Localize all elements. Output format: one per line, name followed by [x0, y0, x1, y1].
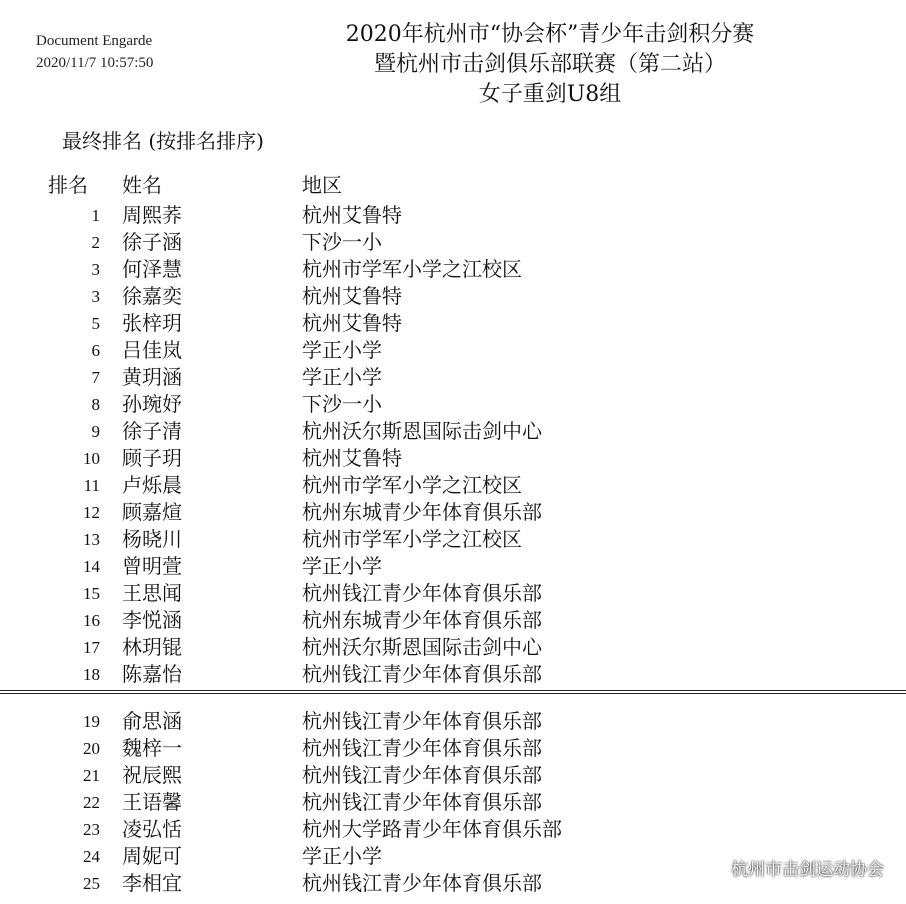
region-cell: 学正小学 [302, 338, 382, 362]
region-cell: 杭州钱江青少年体育俱乐部 [302, 581, 542, 605]
rank-cell: 16 [83, 611, 100, 630]
table-row [0, 580, 906, 607]
region-cell: 杭州市学军小学之江校区 [302, 527, 522, 551]
region-cell: 杭州沃尔斯恩国际击剑中心 [302, 419, 542, 443]
region-cell: 杭州钱江青少年体育俱乐部 [302, 763, 542, 787]
region-cell: 杭州沃尔斯恩国际击剑中心 [302, 635, 542, 659]
table-row [0, 526, 906, 553]
table-row [0, 337, 906, 364]
rank-cell: 23 [83, 820, 100, 839]
name-cell: 李相宜 [122, 871, 182, 895]
watermark-text: 杭州市击剑运动协会 [731, 860, 884, 880]
region-cell: 杭州艾鲁特 [302, 446, 402, 470]
name-cell: 张梓玥 [122, 311, 182, 335]
table-row [0, 708, 906, 735]
region-cell: 杭州艾鲁特 [302, 203, 402, 227]
table-row [0, 789, 906, 816]
name-cell: 俞思涵 [122, 709, 182, 733]
region-cell: 杭州东城青少年体育俱乐部 [302, 608, 542, 632]
name-cell: 李悦涵 [122, 608, 182, 632]
name-cell: 顾子玥 [122, 446, 182, 470]
name-cell: 林玥锟 [122, 635, 182, 659]
region-cell: 杭州市学军小学之江校区 [302, 473, 522, 497]
name-cell: 黄玥涵 [122, 365, 182, 389]
table-row [0, 472, 906, 499]
qualification-divider [0, 690, 906, 694]
name-cell: 曾明萱 [122, 554, 182, 578]
rank-cell: 3 [91, 287, 100, 306]
generated-datetime: 2020/11/7 10:57:50 [36, 55, 154, 71]
region-cell: 杭州钱江青少年体育俱乐部 [302, 736, 542, 760]
table-row [0, 634, 906, 661]
table-row [0, 607, 906, 634]
region-cell: 杭州钱江青少年体育俱乐部 [302, 709, 542, 733]
wechat-icon [705, 860, 725, 876]
region-cell: 学正小学 [302, 365, 382, 389]
table-row [0, 661, 906, 688]
table-row [0, 816, 906, 843]
rank-cell: 10 [83, 449, 100, 468]
region-cell: 下沙一小 [302, 230, 382, 254]
rank-cell: 9 [91, 422, 100, 441]
software-name: Document Engarde [36, 33, 153, 49]
region-cell: 杭州艾鲁特 [302, 284, 402, 308]
region-cell: 杭州钱江青少年体育俱乐部 [302, 662, 542, 686]
name-cell: 徐嘉奕 [122, 284, 182, 308]
region-cell: 学正小学 [302, 844, 382, 868]
name-cell: 陈嘉怡 [122, 662, 182, 686]
region-cell: 杭州大学路青少年体育俱乐部 [302, 817, 562, 841]
column-header-name: 姓名 [122, 173, 162, 197]
table-row [0, 445, 906, 472]
rank-cell: 11 [83, 476, 100, 495]
table-row [0, 499, 906, 526]
table-row [0, 735, 906, 762]
table-row [0, 553, 906, 580]
table-row [0, 364, 906, 391]
table-row [0, 256, 906, 283]
name-cell: 徐子清 [122, 419, 182, 443]
rank-cell: 14 [83, 557, 100, 576]
rank-cell: 22 [83, 793, 100, 812]
title-line-3: 女子重剑U8组 [478, 82, 622, 107]
region-cell: 杭州艾鲁特 [302, 311, 402, 335]
rank-cell: 1 [91, 206, 100, 225]
region-cell: 杭州市学军小学之江校区 [302, 257, 522, 281]
title-line-1: 2020年杭州市“协会杯”青少年击剑积分赛 [345, 22, 755, 47]
rank-cell: 5 [91, 314, 100, 333]
rank-cell: 3 [91, 260, 100, 279]
rank-cell: 21 [83, 766, 100, 785]
region-cell: 杭州钱江青少年体育俱乐部 [302, 790, 542, 814]
table-row [0, 229, 906, 256]
rank-cell: 25 [83, 874, 100, 893]
name-cell: 凌弘恬 [122, 817, 182, 841]
document-title [300, 20, 800, 110]
rank-cell: 20 [83, 739, 100, 758]
rank-cell: 17 [83, 638, 100, 657]
region-cell: 学正小学 [302, 554, 382, 578]
column-header-region: 地区 [302, 173, 342, 197]
region-cell: 杭州钱江青少年体育俱乐部 [302, 871, 542, 895]
rank-cell: 12 [83, 503, 100, 522]
name-cell: 吕佳岚 [122, 338, 182, 362]
column-header-rank: 排名 [48, 173, 88, 197]
region-cell: 杭州东城青少年体育俱乐部 [302, 500, 542, 524]
table-row [0, 310, 906, 337]
name-cell: 顾嘉煊 [122, 500, 182, 524]
rank-cell: 7 [91, 368, 100, 387]
name-cell: 徐子涵 [122, 230, 182, 254]
name-cell: 祝辰熙 [122, 763, 182, 787]
region-cell: 下沙一小 [302, 392, 382, 416]
name-cell: 孙琬妤 [122, 392, 182, 416]
name-cell: 魏梓一 [122, 736, 182, 760]
rank-cell: 8 [91, 395, 100, 414]
name-cell: 王语馨 [122, 790, 182, 814]
table-row [0, 283, 906, 310]
rank-cell: 19 [83, 712, 100, 731]
rank-cell: 24 [83, 847, 100, 866]
name-cell: 杨晓川 [122, 527, 182, 551]
rank-cell: 6 [91, 341, 100, 360]
rank-cell: 15 [83, 584, 100, 603]
name-cell: 周熙荞 [122, 203, 182, 227]
document-meta [36, 30, 153, 74]
final-ranking-heading: 最终排名 (按排名排序) [62, 129, 264, 153]
table-row [0, 391, 906, 418]
watermark [705, 855, 884, 880]
ranking-table [0, 202, 906, 897]
rank-cell: 2 [91, 233, 100, 252]
table-row [0, 762, 906, 789]
rank-cell: 13 [83, 530, 100, 549]
name-cell: 卢烁晨 [122, 473, 182, 497]
name-cell: 王思闻 [122, 581, 182, 605]
rank-cell: 18 [83, 665, 100, 684]
table-row [0, 202, 906, 229]
table-row [0, 418, 906, 445]
name-cell: 周妮可 [122, 844, 182, 868]
title-line-2: 暨杭州市击剑俱乐部联赛（第二站） [373, 52, 726, 77]
name-cell: 何泽慧 [122, 257, 182, 281]
